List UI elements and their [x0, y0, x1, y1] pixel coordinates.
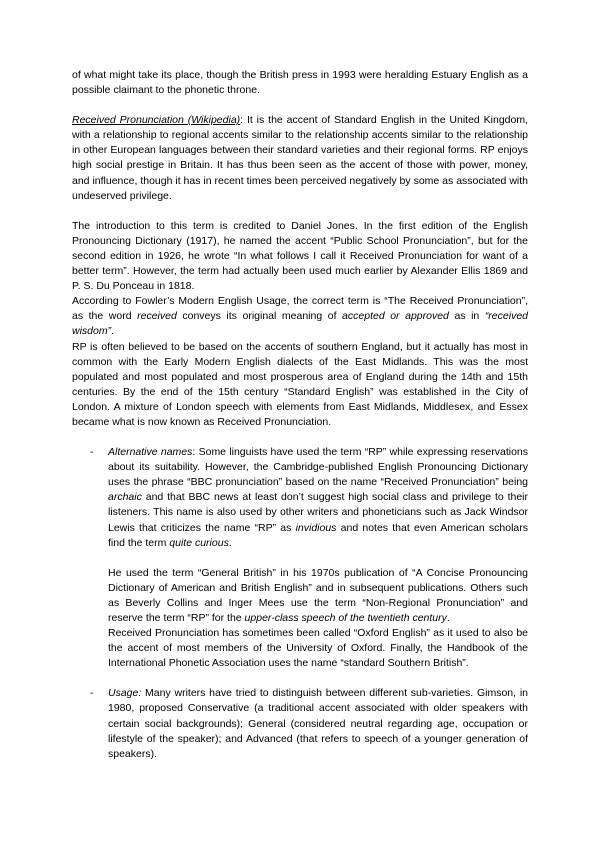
spacer [108, 551, 528, 566]
dash-bullet: - [90, 446, 94, 459]
alt-names-paragraph-2 [108, 566, 528, 626]
spacer [72, 430, 528, 445]
intro-continuation-paragraph: of what might take its place, though the British press in 1993 were heralding Estuary English as a possible claimant to the phonetic throne. [72, 69, 528, 97]
alt-names-p2-end: . [446, 612, 450, 624]
usage-label: Usage: [108, 687, 142, 700]
fowler-text-c: as in [448, 310, 485, 323]
spacer [72, 98, 528, 113]
rp-definition-paragraph [72, 113, 528, 204]
fowler-text-b: conveys its original meaning of [176, 310, 343, 323]
alt-names-text-d: . [228, 536, 232, 549]
emphasis-quite-curious: quite curious [169, 536, 229, 549]
history-paragraph: The introduction to this term is credited to Daniel Jones. In the first edition of the English Pronouncing Dictionary (1917), he named the accent “Public School Pronunciation”, but for the second edition in 1926, he wrote “In what follows I call it Received Pronunciation for want of a better term”. However, the term had actually been used much earlier by Alexander Ellis 1869 and P. S. Du Ponceau in 1818. [72, 219, 528, 293]
alt-names-text-a: Some linguists have used the term “RP” while expressing reservations about its suitability. However, the Cambridge-published English Pronouncing Dictionary uses the phrase “BBC pronunciation” based on the name “Received Pronunciation” being [108, 446, 528, 489]
alt-names-paragraph-1 [108, 445, 528, 551]
rp-definition-text: It is the accent of Standard English in the United Kingdom, with a relationship to regional accents similar to the relationship accents similar to the relationship in other European languages between their standard varieties and their regional forms. RP enjoys high social prestige in Britain. It has thus been seen as the accent of those with power, money, and influence, though it has in recent times been perceived negatively by some as associated with undeserved privilege. [72, 114, 528, 202]
alt-names-paragraph-3: Received Pronunciation has sometimes been called “Oxford English” as it used to also be the accent of most members of the University of Oxford. Finally, the Handbook of the International Phonetic Association uses the name “standard Southern British”. [108, 627, 528, 670]
fowler-emphasis-received: received [137, 310, 177, 323]
dash-bullet: - [90, 687, 94, 700]
alt-names-label: Alternative names [108, 446, 193, 459]
label-colon: : [192, 446, 196, 459]
emphasis-invidious: invidious [295, 521, 337, 534]
spacer [72, 204, 528, 219]
list-item-alternative-names [72, 445, 528, 671]
usage-text: Many writers have tried to distinguish between different sub-varieties. Gimson, in 1980, proposed Conservative (a traditional accent associated with older speakers with certain social backgrounds); General (considered neutral regarding age, occupation or lifestyle of the speaker); and Advanced (that refers to speech of a younger generation of speakers). [108, 687, 528, 760]
fowler-text-a: According to Fowler’s Modern English Usage, the correct term is “The Received Pronunciation”, as the word [72, 295, 528, 323]
wikipedia-source-label: Received Pronunciation (Wikipedia) [72, 114, 241, 127]
usage-paragraph [108, 686, 528, 761]
alt-names-text-b: and that BBC news at least don’t suggest high social class and privilege to their listeners. This name is also used by other writers and phoneticians such as Jack Windsor Lewis that criticizes the name “RP” as [108, 491, 528, 534]
fowler-emphasis-accepted: accepted or approved [342, 310, 449, 323]
alt-names-text-c: and notes that even American scholars find the term [108, 521, 529, 549]
origin-paragraph: RP is often believed to be based on the accents of southern England, but it actually has most in common with the Early Modern English dialects of the East Midlands. This was the most populated and most populated and most prosperous area of England during the 14th and 15th centuries. By the end of the 15th century “Standard English” was established in the City of London. A mixture of London speech with elements from East Midlands, Middlesex, and Essex became what is now known as Received Pronunciation. [72, 340, 528, 428]
fowler-emphasis-wisdom: “received wisdom” [72, 310, 528, 338]
spacer [72, 671, 528, 686]
emphasis-archaic: archaic [108, 491, 142, 504]
alt-names-p2-text: He used the term “General British” in his 1970s publication of “A Concise Pronouncing Dictionary of American and British English” and in subsequent publications. Others such as Beverly Collins and Inger Mees use the term “Non-Regional Pronunciation” and reserve the term “RP” for the [108, 566, 528, 624]
emphasis-upper-class: upper-class speech of the twentieth century [244, 612, 447, 624]
topic-list [72, 445, 528, 762]
fowler-text-d: . [111, 325, 115, 338]
list-item-usage [72, 686, 528, 761]
fowler-paragraph [72, 294, 528, 339]
label-colon: : [240, 114, 244, 127]
